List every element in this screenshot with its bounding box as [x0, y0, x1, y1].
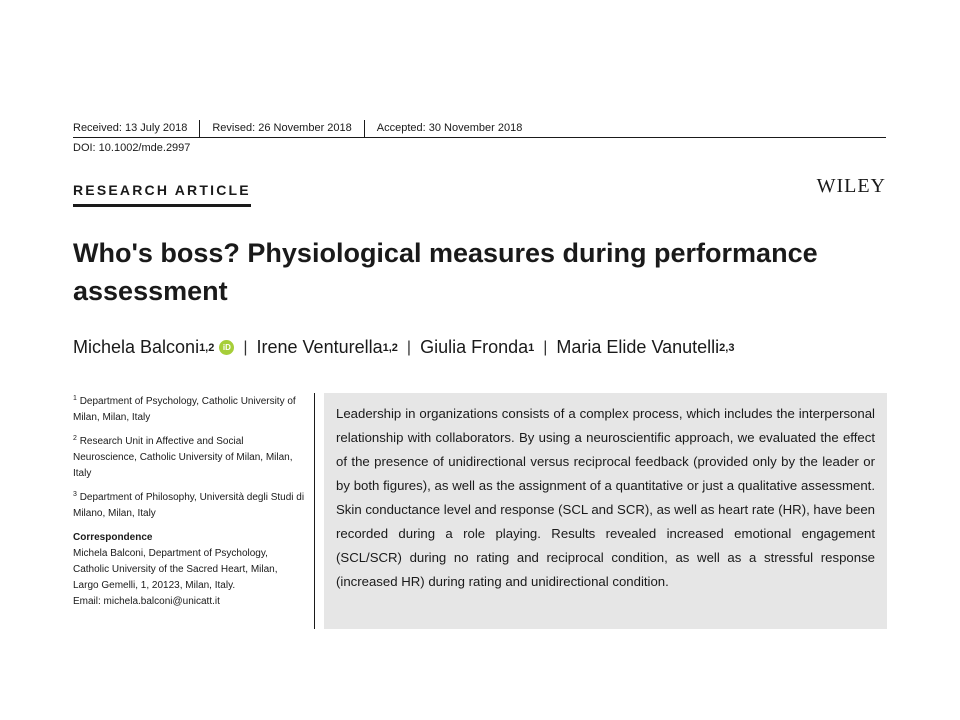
author-affiliation-sup: 2,3: [719, 341, 735, 354]
article-type: RESEARCH ARTICLE: [73, 182, 251, 207]
author-affiliation-sup: 1,2: [382, 341, 398, 354]
accepted-date: Accepted: 30 November 2018: [364, 120, 535, 137]
publisher-logo: WILEY: [816, 175, 886, 197]
revised-date: Revised: 26 November 2018: [199, 120, 363, 137]
author-list: [73, 337, 734, 358]
affiliation-text: Research Unit in Affective and Social Neuroscience, Catholic University of Milan, Milan, Italy: [73, 436, 293, 479]
correspondence-email[interactable]: Email: michela.balconi@unicatt.it: [73, 596, 220, 607]
publication-dates: [73, 119, 886, 138]
received-date: Received: 13 July 2018: [73, 121, 188, 134]
doi[interactable]: DOI: 10.1002/mde.2997: [73, 142, 191, 154]
affiliation-text: Department of Psychology, Catholic University of Milan, Milan, Italy: [73, 396, 296, 423]
author-name[interactable]: Giulia Fronda: [420, 337, 529, 357]
affiliation: [73, 391, 305, 426]
author-separator: |: [406, 338, 412, 356]
author-name[interactable]: Irene Venturella: [256, 337, 383, 357]
affiliation-sup: 3: [73, 491, 77, 498]
affiliation-sup: 1: [73, 395, 77, 402]
author-affiliation-sup: 1,2: [199, 341, 215, 354]
author-separator: |: [543, 338, 548, 356]
affiliation-sup: 2: [73, 435, 77, 442]
column-divider: [314, 393, 315, 629]
author-name[interactable]: Michela Balconi: [73, 337, 200, 357]
affiliation: [73, 431, 305, 482]
affiliation-text: Department of Philosophy, Università degli Studi di Milano, Milan, Italy: [73, 492, 305, 519]
affiliations: [73, 391, 305, 610]
author-separator: |: [243, 338, 248, 356]
orcid-icon[interactable]: iD: [219, 340, 234, 355]
author-name[interactable]: Maria Elide Vanutelli: [556, 337, 720, 357]
correspondence-heading: Correspondence: [73, 532, 153, 543]
author-affiliation-sup: 1: [528, 341, 535, 354]
paper-title: Who's boss? Physiological measures during performance assessment: [73, 238, 818, 306]
affiliation: [73, 487, 305, 522]
correspondence-address: Michela Balconi, Department of Psychology, Catholic University of the Sacred Heart, Milan, Largo Gemelli, 1, 20123, Milan, Italy.: [73, 548, 278, 591]
abstract: Leadership in organizations consists of a complex process, which includes the interpersonal relationship with collaborators. By using a neuroscientific approach, we evaluated the effect of the presence of unidirectional versus reciprocal feedback (provided only by the leader or by both figures), as well as the assignment of a quantitative or just a qualitative assessment. Skin conductance level and response (SCL and SCR), as well as heart rate (HR), have been recorded during a role playing. Results revealed increased emotional engagement (SCL/SCR) during no rating and reciprocal condition, as well as a stressful response (increased HR) during rating and unidirectional condition.: [324, 393, 887, 629]
